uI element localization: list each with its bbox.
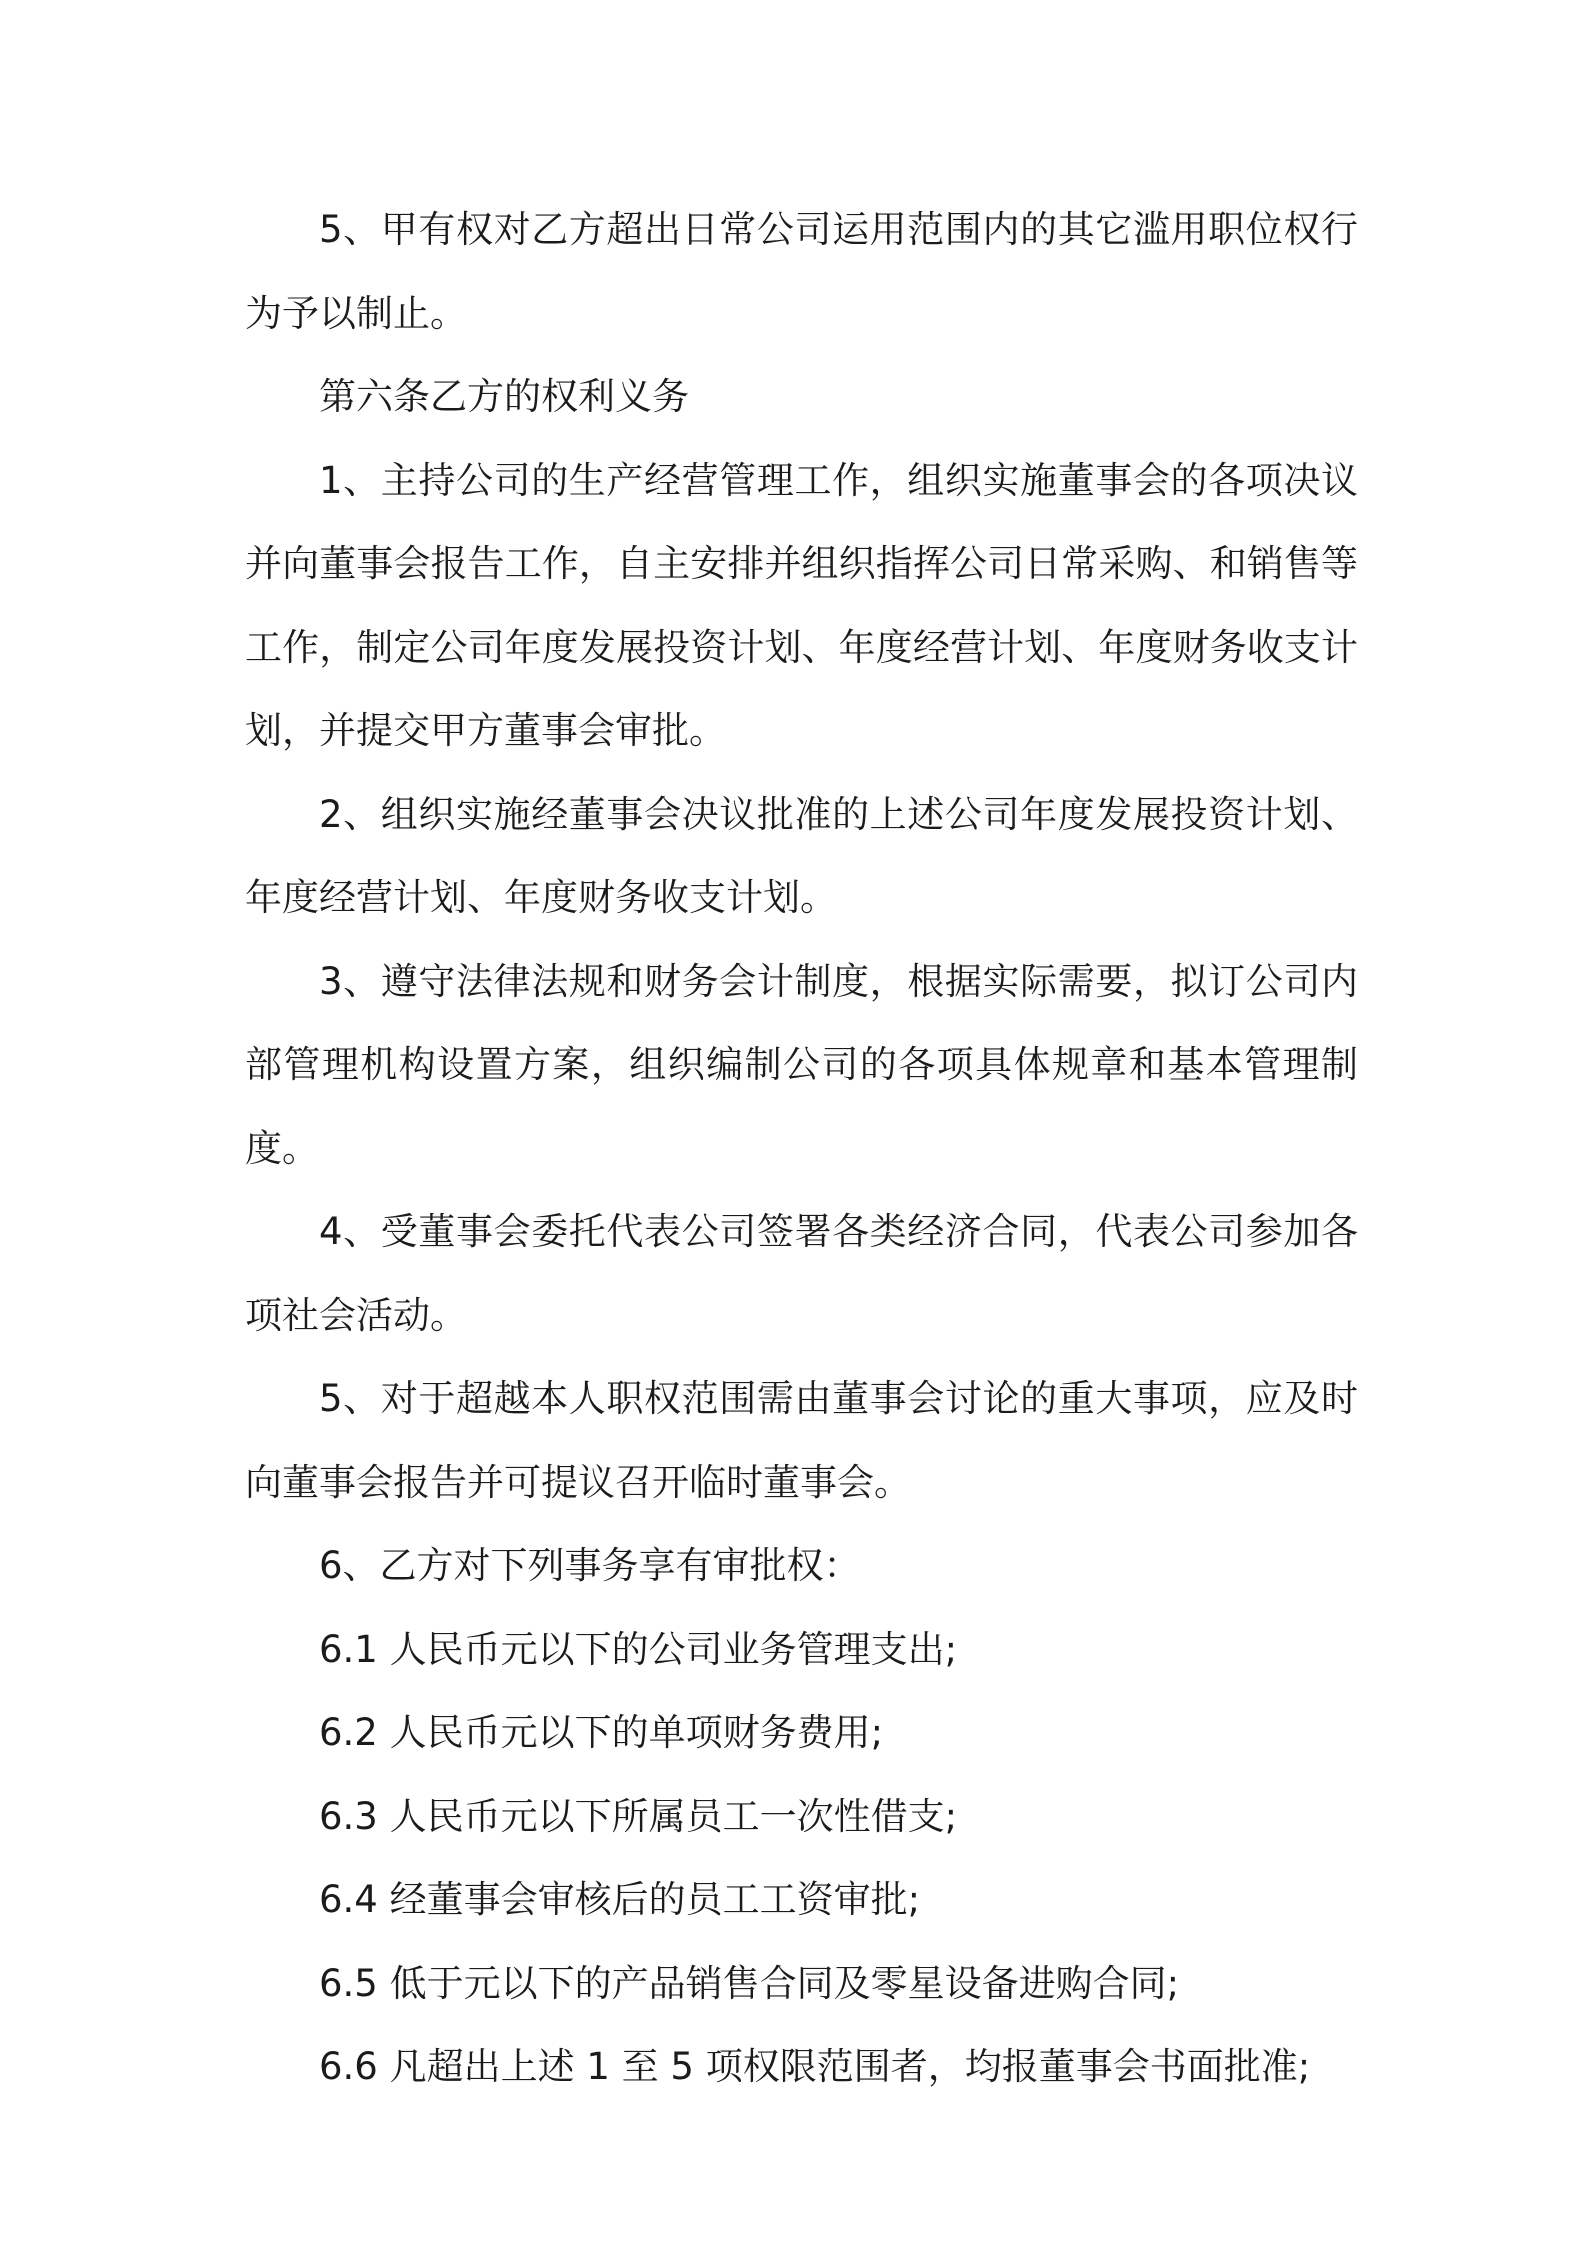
- list-item-6-6: 6.6 凡超出上述 1 至 5 项权限范围者，均报董事会书面批准;: [319, 2045, 1311, 2088]
- list-item-6-4: 6.4 经董事会审核后的员工工资审批;: [319, 1878, 921, 1921]
- section-heading-article-6: 第六条乙方的权利义务: [319, 375, 689, 418]
- paragraph-item-3: 3、遵守法律法规和财务会计制度，根据实际需要，拟订公司内部管理机构设置方案，组织编制公司的各项具体规章和基本管理制度。: [245, 959, 1358, 1170]
- document-body: [245, 188, 1358, 2109]
- paragraph-item-4: 4、受董事会委托代表公司签署各类经济合同，代表公司参加各项社会活动。: [245, 1210, 1358, 1337]
- list-item-6-1: 6.1 人民币元以下的公司业务管理支出;: [319, 1627, 958, 1671]
- paragraph-item-1: 1、主持公司的生产经营管理工作，组织实施董事会的各项决议并向董事会报告工作，自主安排并组织指挥公司日常采购、和销售等工作，制定公司年度发展投资计划、年度经营计划、年度财务收支计划，并提交甲方董事会审批。: [245, 458, 1358, 752]
- list-item-6-3: 6.3 人民币元以下所属员工一次性借支;: [319, 1794, 958, 1838]
- paragraph-item-5: 5、对于超越本人职权范围需由董事会讨论的重大事项，应及时向董事会报告并可提议召开临时董事会。: [245, 1377, 1358, 1504]
- paragraph-clause-5-restriction: 5、甲有权对乙方超出日常公司运用范围内的其它滥用职位权行为予以制止。: [245, 208, 1358, 335]
- paragraph-item-2: 2、组织实施经董事会决议批准的上述公司年度发展投资计划、年度经营计划、年度财务收支计划。: [245, 792, 1358, 919]
- list-item-6-2: 6.2 人民币元以下的单项财务费用;: [319, 1711, 884, 1754]
- list-item-6-5: 6.5 低于元以下的产品销售合同及零星设备进购合同;: [319, 1961, 1180, 2005]
- paragraph-item-6: 6、乙方对下列事务享有审批权：: [319, 1544, 861, 1587]
